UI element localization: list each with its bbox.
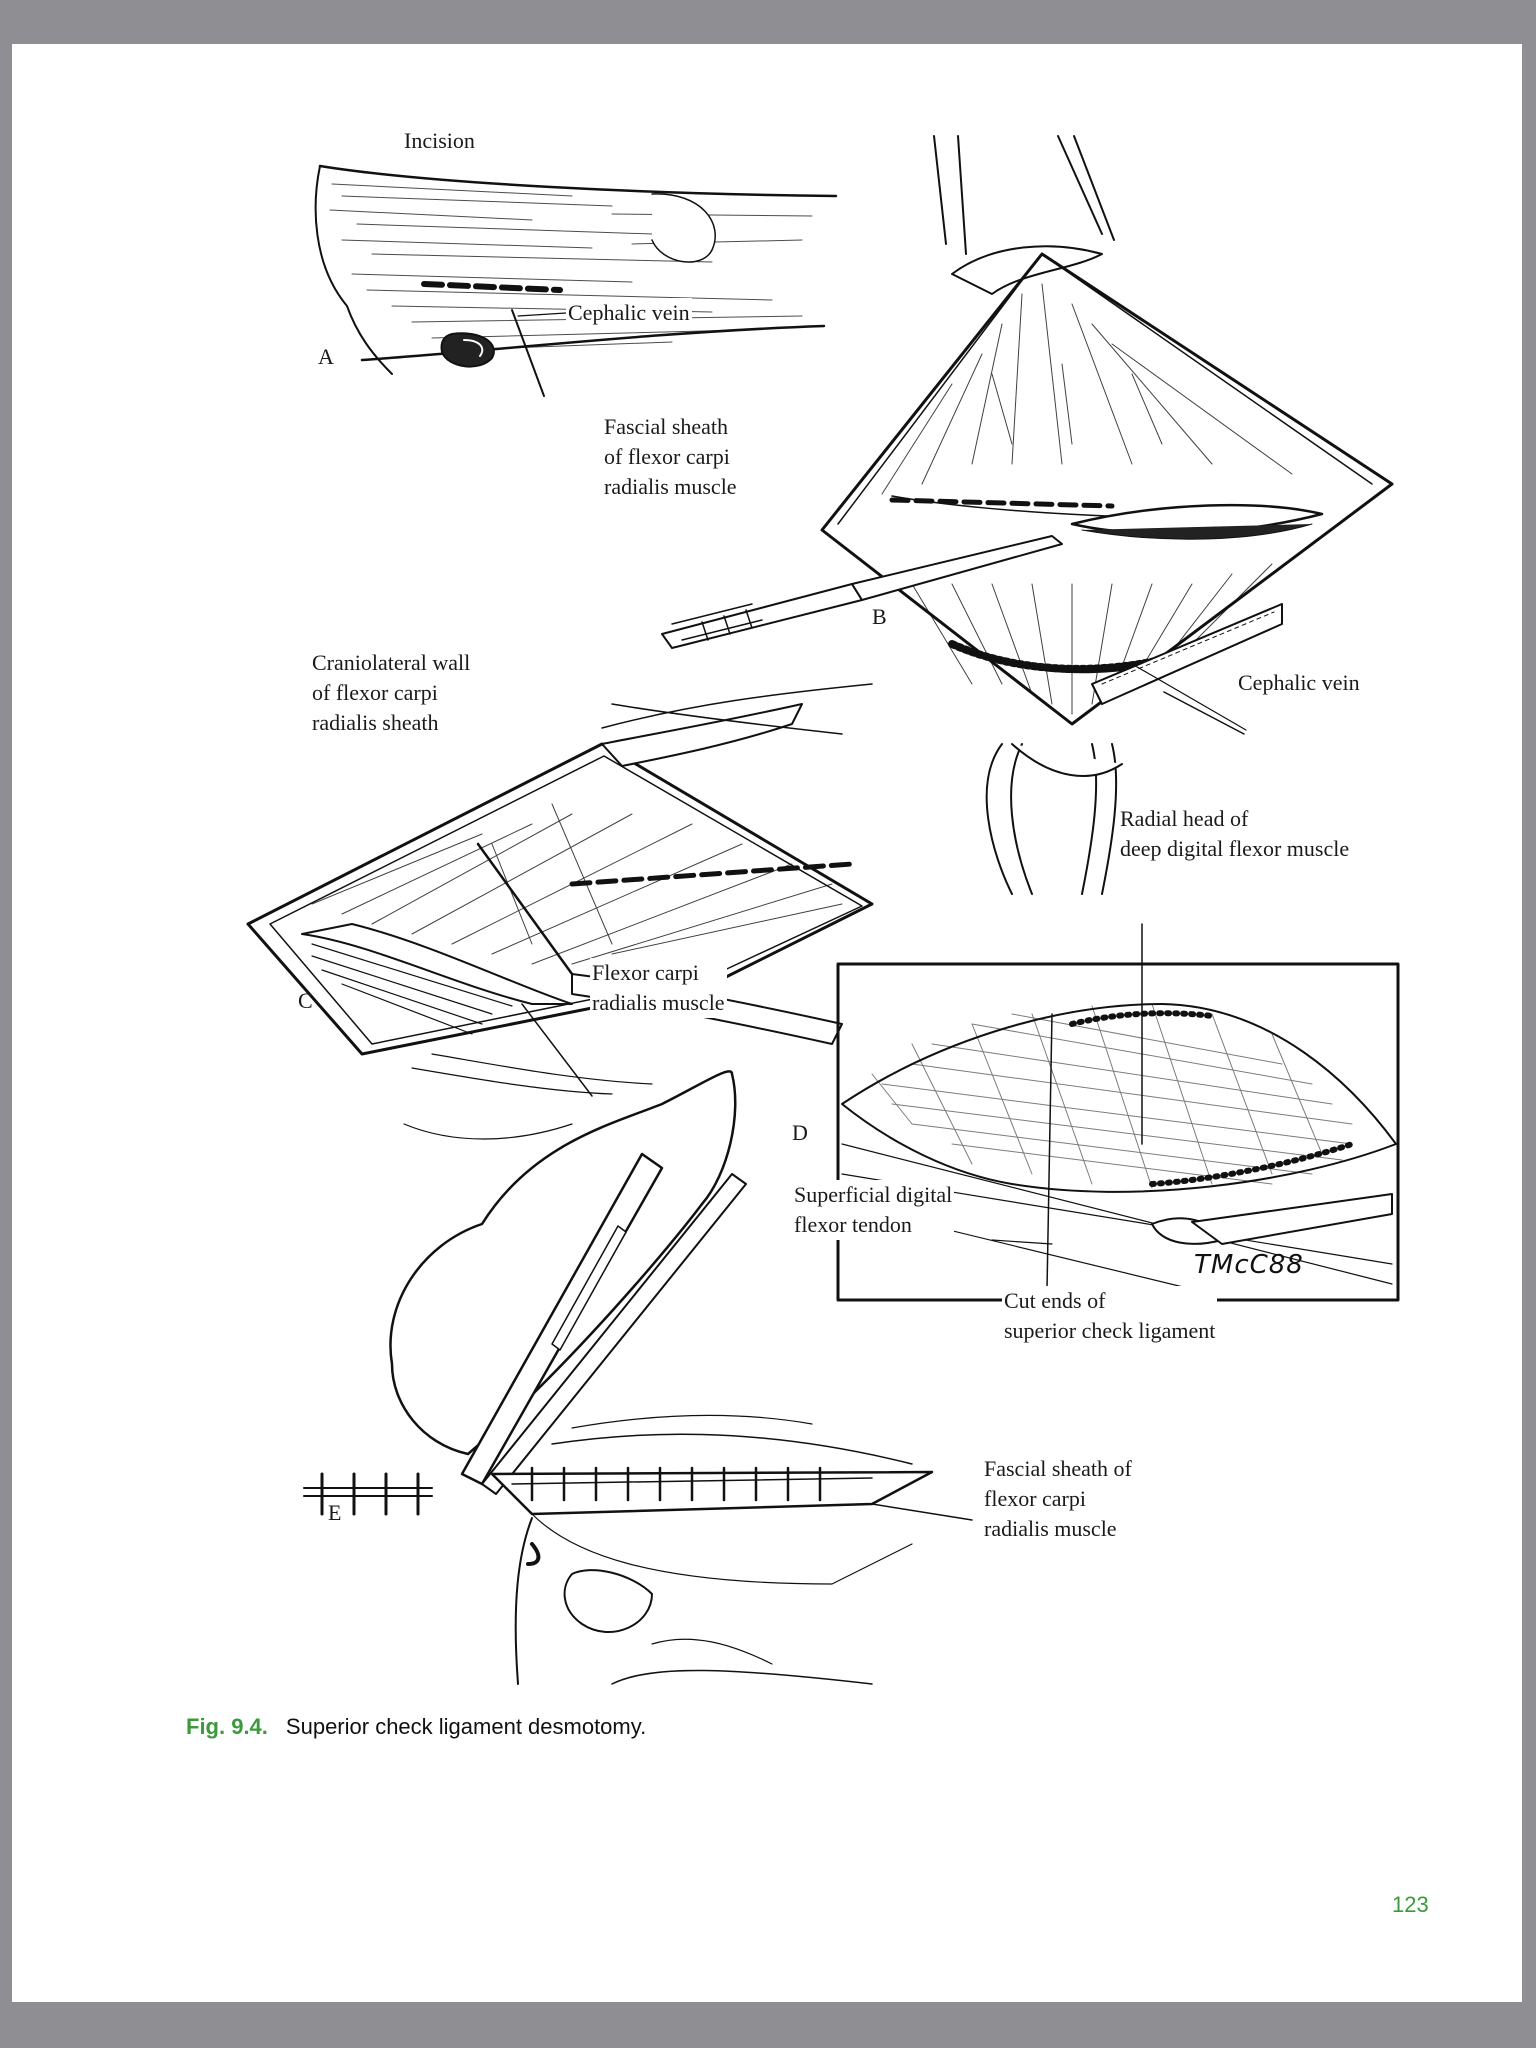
figure-caption xyxy=(186,1714,646,1740)
page-number: 123 xyxy=(1392,1892,1429,1917)
panel-d-drawing xyxy=(838,924,1398,1344)
label-cephalic-vein-a: Cephalic vein xyxy=(566,298,692,328)
panel-c-drawing xyxy=(248,684,872,1096)
panel-a-drawing xyxy=(316,166,836,396)
panel-letter-e: E xyxy=(328,1500,342,1525)
panel-letter-b: B xyxy=(872,604,887,629)
surgical-illustration xyxy=(12,44,1522,2002)
panel-letter-a: A xyxy=(318,344,334,369)
label-cephalic-vein-b: Cephalic vein xyxy=(1236,668,1362,698)
label-superficial-digital: Superficial digital flexor tendon xyxy=(792,1180,954,1240)
label-craniolateral-wall: Craniolateral wall of flexor carpi radialis sheath xyxy=(310,648,472,738)
label-fascial-sheath-e: Fascial sheath of flexor carpi radialis muscle xyxy=(982,1454,1134,1544)
caption-text: Superior check ligament desmotomy. xyxy=(285,1714,647,1739)
label-radial-head: Radial head of deep digital flexor muscle xyxy=(1118,804,1351,864)
illustrator-signature: TMcC88 xyxy=(1194,1250,1304,1280)
label-incision: Incision xyxy=(402,126,477,156)
panel-e-drawing xyxy=(304,1071,972,1684)
label-flexor-carpi: Flexor carpi radialis muscle xyxy=(590,958,727,1018)
document-page xyxy=(12,44,1522,2002)
panel-letter-c: C xyxy=(298,988,313,1013)
panel-letter-d: D xyxy=(792,1120,808,1145)
label-fascial-sheath-b: Fascial sheath of flexor carpi radialis muscle xyxy=(602,412,739,502)
panel-b-drawing xyxy=(662,136,1392,894)
label-cut-ends: Cut ends of superior check ligament xyxy=(1002,1286,1217,1346)
caption-number: Fig. 9.4. xyxy=(186,1714,268,1739)
